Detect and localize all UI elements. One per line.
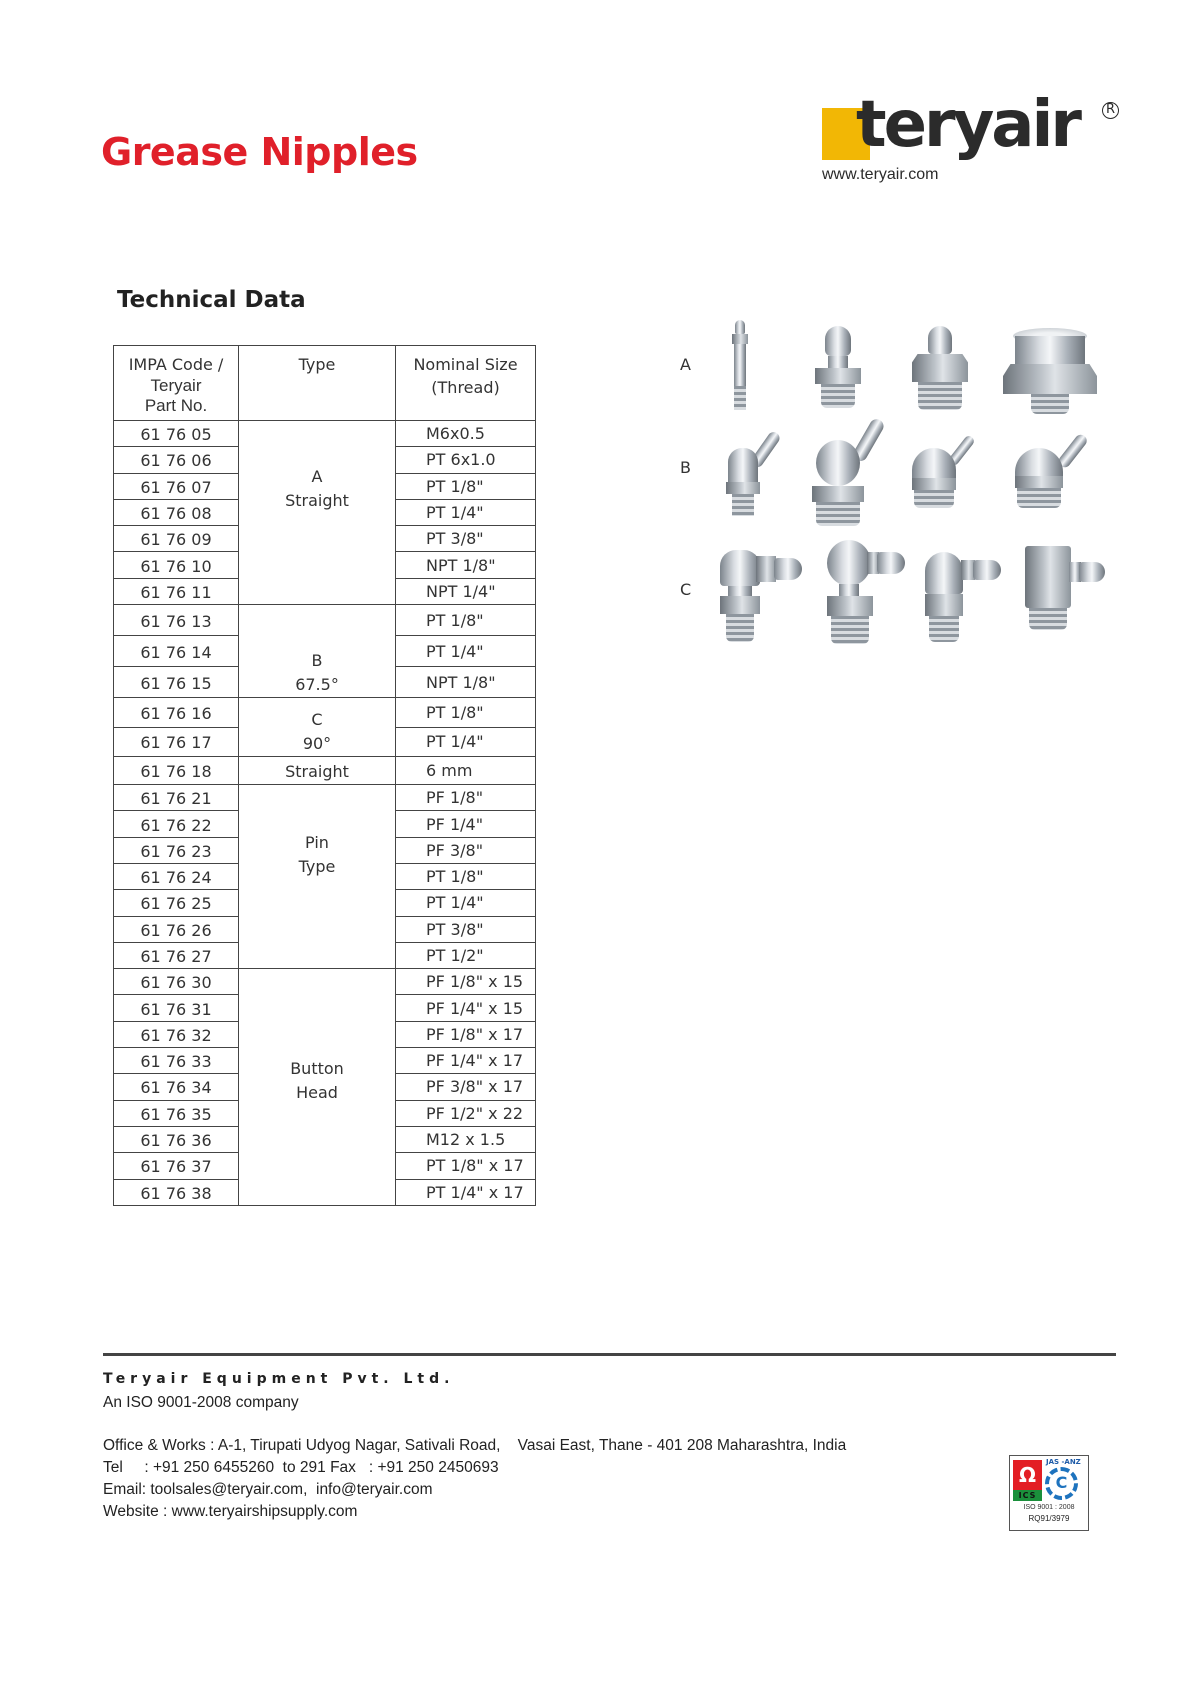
part-code-cell: 61 76 36 <box>114 1126 239 1152</box>
header-size <box>396 346 536 421</box>
part-code-cell: 61 76 17 <box>114 727 239 757</box>
technical-data-table <box>113 345 536 1206</box>
header-code <box>114 346 239 421</box>
photo-row-label-b: B <box>680 458 691 477</box>
part-code-cell: 61 76 15 <box>114 667 239 698</box>
type-line1: Straight <box>285 762 349 782</box>
nominal-size-cell: M12 x 1.5 <box>396 1126 536 1152</box>
nominal-size-cell: PT 1/4" <box>396 890 536 916</box>
nominal-size-cell: PF 1/2" x 22 <box>396 1100 536 1126</box>
type-line2: 90° <box>302 734 332 754</box>
nominal-size-cell: PT 1/8" <box>396 863 536 889</box>
part-code-cell: 61 76 13 <box>114 605 239 636</box>
nominal-size-cell: PT 1/8" <box>396 605 536 636</box>
part-code-cell: 61 76 25 <box>114 890 239 916</box>
nipple-a4-image <box>1003 328 1097 414</box>
part-code-cell: 61 76 24 <box>114 863 239 889</box>
teryair-logo <box>822 88 1122 190</box>
footer-tel-fax: Tel : +91 250 6455260 to 291 Fax : +91 250 2450693 <box>103 1459 499 1476</box>
cert-reg-number: RQ91/3979 <box>1028 1514 1070 1523</box>
type-cell <box>239 785 396 969</box>
part-code-cell: 61 76 08 <box>114 499 239 525</box>
header-code-line3: Part No. <box>144 396 208 415</box>
header-type <box>239 346 396 421</box>
nominal-size-cell: PT 1/8" x 17 <box>396 1153 536 1179</box>
nipple-a2-image <box>815 326 861 408</box>
nipple-b2-image <box>810 414 882 526</box>
type-line1: Pin <box>305 833 329 853</box>
nominal-size-cell: PF 1/4" <box>396 811 536 837</box>
type-line1: Button <box>290 1059 344 1079</box>
ics-red-mark-icon: Ω <box>1013 1460 1042 1490</box>
part-code-cell: 61 76 07 <box>114 473 239 499</box>
table-header-row <box>114 346 536 421</box>
nipple-b4-image <box>1015 428 1085 508</box>
nominal-size-cell: 6 mm <box>396 757 536 785</box>
nipple-c3-image <box>925 552 1005 644</box>
part-code-cell: 61 76 31 <box>114 995 239 1021</box>
nominal-size-cell: PT 1/2" <box>396 942 536 968</box>
nominal-size-cell: PT 1/4" <box>396 499 536 525</box>
nominal-size-cell: PT 1/4" <box>396 727 536 757</box>
part-code-cell: 61 76 05 <box>114 421 239 447</box>
nominal-size-cell: PT 1/8" <box>396 473 536 499</box>
nominal-size-cell: NPT 1/4" <box>396 578 536 604</box>
part-code-cell: 61 76 11 <box>114 578 239 604</box>
nipple-a1-image <box>730 320 750 410</box>
nipple-a3-image <box>912 326 968 410</box>
part-code-cell: 61 76 16 <box>114 698 239 728</box>
nominal-size-cell: PT 3/8" <box>396 916 536 942</box>
footer-iso-text: An ISO 9001-2008 company <box>103 1394 299 1411</box>
nipple-c2-image <box>827 540 907 644</box>
part-code-cell: 61 76 10 <box>114 552 239 578</box>
nipple-b1-image <box>720 426 780 516</box>
product-photos <box>680 318 1115 648</box>
type-line2: Head <box>296 1083 338 1103</box>
nominal-size-cell: PT 6x1.0 <box>396 447 536 473</box>
nominal-size-cell: PT 1/8" <box>396 698 536 728</box>
part-code-cell: 61 76 26 <box>114 916 239 942</box>
jas-anz-gear-icon: C <box>1045 1467 1078 1500</box>
header-size-line2: (Thread) <box>431 378 500 397</box>
logo-wordmark: teryair <box>856 88 1079 162</box>
part-code-cell: 61 76 30 <box>114 969 239 995</box>
cert-standard: ISO 9001 : 2008 <box>1023 1504 1075 1511</box>
nominal-size-cell: NPT 1/8" <box>396 667 536 698</box>
nominal-size-cell: PT 1/4" x 17 <box>396 1179 536 1205</box>
registered-mark-icon: R <box>1102 102 1119 119</box>
type-line1: C <box>311 710 323 730</box>
nominal-size-cell: PF 3/8" <box>396 837 536 863</box>
part-code-cell: 61 76 09 <box>114 526 239 552</box>
table-row <box>114 421 536 447</box>
footer-company-name: Teryair Equipment Pvt. Ltd. <box>103 1371 455 1387</box>
header-size-line1: Nominal Size <box>413 355 518 374</box>
nipple-c1-image <box>720 550 802 642</box>
part-code-cell: 61 76 33 <box>114 1048 239 1074</box>
header-type-label: Type <box>298 355 336 374</box>
footer-email: Email: toolsales@teryair.com, info@teryair.com <box>103 1481 433 1498</box>
part-code-cell: 61 76 38 <box>114 1179 239 1205</box>
nominal-size-cell: PT 3/8" <box>396 526 536 552</box>
nominal-size-cell: M6x0.5 <box>396 421 536 447</box>
type-line1: B <box>311 651 323 671</box>
nominal-size-cell: PT 1/4" <box>396 636 536 667</box>
table-row <box>114 757 536 785</box>
type-line1: A <box>311 467 323 486</box>
type-cell <box>239 757 396 785</box>
part-code-cell: 61 76 14 <box>114 636 239 667</box>
jas-anz-label: JAS -ANZ <box>1046 1458 1081 1466</box>
nipple-c4-image <box>1025 546 1105 636</box>
type-line2: Type <box>298 857 336 877</box>
header-code-line1: IMPA Code / <box>128 355 224 374</box>
part-code-cell: 61 76 37 <box>114 1153 239 1179</box>
part-code-cell: 61 76 35 <box>114 1100 239 1126</box>
photo-row-label-a: A <box>680 355 691 374</box>
nominal-size-cell: PF 1/8" <box>396 785 536 811</box>
nominal-size-cell: PF 1/4" x 15 <box>396 995 536 1021</box>
nominal-size-cell: PF 1/4" x 17 <box>396 1048 536 1074</box>
type-cell <box>239 605 396 698</box>
part-code-cell: 61 76 27 <box>114 942 239 968</box>
section-title: Technical Data <box>117 287 306 313</box>
nominal-size-cell: NPT 1/8" <box>396 552 536 578</box>
part-code-cell: 61 76 18 <box>114 757 239 785</box>
logo-url: www.teryair.com <box>822 166 939 183</box>
type-cell <box>239 969 396 1206</box>
page-title: Grease Nipples <box>101 130 418 174</box>
header-code-line2: Teryair <box>150 376 202 395</box>
part-code-cell: 61 76 32 <box>114 1021 239 1047</box>
ics-green-label: ICS <box>1013 1490 1042 1501</box>
table-row <box>114 698 536 728</box>
type-line2: Straight <box>285 491 349 510</box>
part-code-cell: 61 76 23 <box>114 837 239 863</box>
photo-row-label-c: C <box>680 580 692 599</box>
table-row <box>114 969 536 995</box>
nominal-size-cell: PF 1/8" x 15 <box>396 969 536 995</box>
table-row <box>114 785 536 811</box>
nipple-b3-image <box>912 430 974 508</box>
type-cell <box>239 421 396 605</box>
part-code-cell: 61 76 06 <box>114 447 239 473</box>
nominal-size-cell: PF 1/8" x 17 <box>396 1021 536 1047</box>
footer-website: Website : www.teryairshipsupply.com <box>103 1503 358 1520</box>
footer-address: Office & Works : A-1, Tirupati Udyog Nagar, Sativali Road, Vasai East, Thane - 401 208 Maharashtra, India <box>103 1437 847 1454</box>
part-code-cell: 61 76 21 <box>114 785 239 811</box>
type-cell <box>239 698 396 757</box>
part-code-cell: 61 76 34 <box>114 1074 239 1100</box>
footer-divider <box>103 1353 1116 1356</box>
part-code-cell: 61 76 22 <box>114 811 239 837</box>
table-row <box>114 605 536 636</box>
nominal-size-cell: PF 3/8" x 17 <box>396 1074 536 1100</box>
type-line2: 67.5° <box>295 675 339 695</box>
iso-certification-badge <box>1009 1455 1089 1531</box>
